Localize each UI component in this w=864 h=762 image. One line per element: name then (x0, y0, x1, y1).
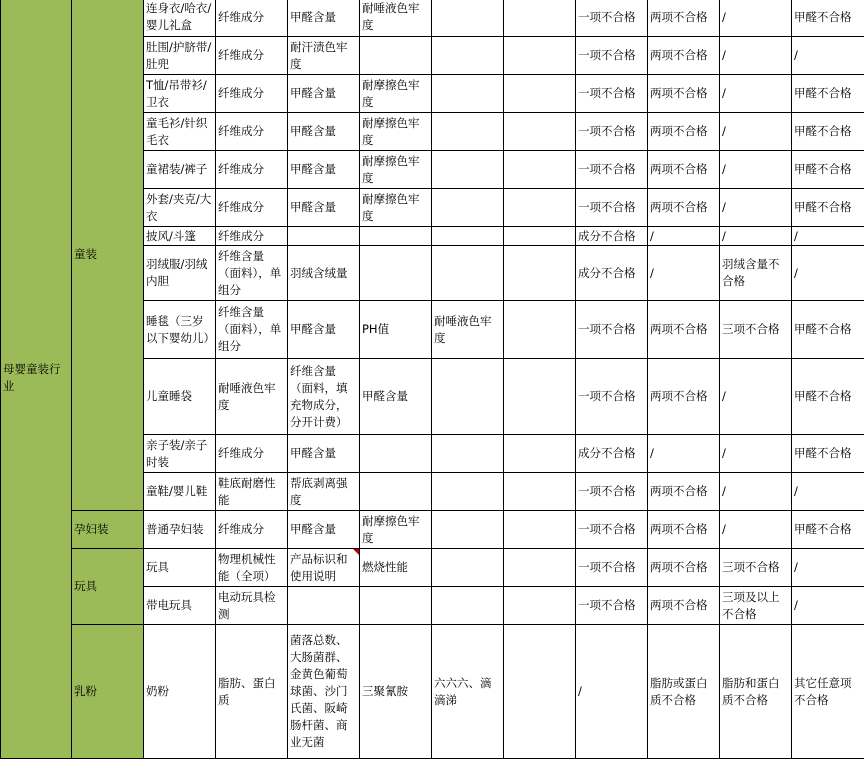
table-cell (432, 246, 504, 301)
product-cell: T恤/吊带衫/卫衣 (144, 75, 216, 113)
table-cell: 两项不合格 (648, 587, 720, 625)
table-cell: 两项不合格 (648, 301, 720, 359)
table-cell: 甲醛含量 (288, 151, 360, 189)
table-cell: 三聚氰胺 (360, 625, 432, 759)
product-cell: 童鞋/婴儿鞋 (144, 473, 216, 511)
table-cell (432, 587, 504, 625)
table-cell (504, 359, 576, 435)
product-cell: 外套/夹克/大衣 (144, 189, 216, 227)
table-cell: / (576, 625, 648, 759)
table-cell: 甲醛不合格 (792, 435, 864, 473)
table-cell: 甲醛含量 (288, 0, 360, 37)
table-cell: 甲醛不合格 (792, 0, 864, 37)
table-cell: 甲醛不合格 (792, 113, 864, 151)
table-cell (432, 151, 504, 189)
table-cell (432, 227, 504, 246)
table-cell: 纤维含量（面料），单组分 (216, 246, 288, 301)
table-cell (504, 113, 576, 151)
table-cell: / (720, 37, 792, 75)
product-cell: 亲子装/亲子时装 (144, 435, 216, 473)
table-cell (432, 549, 504, 587)
table-row (1, 0, 864, 37)
table-cell: 甲醛不合格 (792, 511, 864, 549)
table-cell: 耐摩擦色牢度 (360, 511, 432, 549)
table-cell: 三项不合格 (720, 549, 792, 587)
table-cell: 一项不合格 (576, 189, 648, 227)
table-cell: 一项不合格 (576, 359, 648, 435)
table-cell: 两项不合格 (648, 75, 720, 113)
product-cell: 儿童睡袋 (144, 359, 216, 435)
table-cell (432, 359, 504, 435)
product-cell: 带电玩具 (144, 587, 216, 625)
category-cell: 乳粉 (72, 625, 144, 759)
table-cell (288, 587, 360, 625)
table-cell: 三项及以上不合格 (720, 587, 792, 625)
product-cell: 睡毯（三岁以下婴幼儿） (144, 301, 216, 359)
table-cell: 甲醛含量 (288, 113, 360, 151)
table-cell: / (720, 473, 792, 511)
table-cell: / (792, 227, 864, 246)
table-cell: 一项不合格 (576, 301, 648, 359)
table-cell: 甲醛含量 (288, 75, 360, 113)
table-cell: 两项不合格 (648, 151, 720, 189)
table-cell (360, 246, 432, 301)
table-cell (360, 227, 432, 246)
category-cell: 孕妇装 (72, 511, 144, 549)
table-cell: 一项不合格 (576, 75, 648, 113)
table-row (1, 511, 864, 549)
table-cell: 电动玩具检测 (216, 587, 288, 625)
table-cell: / (720, 359, 792, 435)
table-cell: 两项不合格 (648, 0, 720, 37)
table-cell: 一项不合格 (576, 37, 648, 75)
table-cell: / (720, 113, 792, 151)
table-cell: PH值 (360, 301, 432, 359)
table-cell: 一项不合格 (576, 511, 648, 549)
table-cell (504, 37, 576, 75)
product-cell: 羽绒服/羽绒内胆 (144, 246, 216, 301)
table-cell: 羽绒含量不合格 (720, 246, 792, 301)
table-cell: 耐汗渍色牢度 (288, 37, 360, 75)
table-cell: 一项不合格 (576, 113, 648, 151)
industry-cell: 母婴童装行业 (1, 0, 72, 759)
table-cell: 一项不合格 (576, 151, 648, 189)
table-cell (432, 435, 504, 473)
table-row (1, 625, 864, 759)
table-cell (360, 37, 432, 75)
table-cell: 耐摩擦色牢度 (360, 113, 432, 151)
table-cell: 成分不合格 (576, 246, 648, 301)
table-cell: 甲醛含量 (288, 511, 360, 549)
table-cell: / (720, 75, 792, 113)
table-cell (504, 151, 576, 189)
table-cell (504, 246, 576, 301)
table-cell: / (792, 37, 864, 75)
table-cell: 甲醛含量 (288, 435, 360, 473)
table-cell: 两项不合格 (648, 473, 720, 511)
table-cell: 一项不合格 (576, 473, 648, 511)
table-cell (504, 587, 576, 625)
table-cell: 纤维成分 (216, 113, 288, 151)
table-cell (504, 189, 576, 227)
table-cell (432, 0, 504, 37)
table-cell (504, 511, 576, 549)
table-cell: 纤维成分 (216, 511, 288, 549)
table-cell: 一项不合格 (576, 0, 648, 37)
table-cell (432, 75, 504, 113)
table-cell: 纤维成分 (216, 151, 288, 189)
table-cell (504, 227, 576, 246)
table-cell: / (648, 435, 720, 473)
table-cell: 甲醛不合格 (792, 189, 864, 227)
table-cell (504, 473, 576, 511)
product-cell: 玩具 (144, 549, 216, 587)
product-cell: 童裙装/裤子 (144, 151, 216, 189)
table-cell: 纤维成分 (216, 75, 288, 113)
table-cell (504, 625, 576, 759)
table-cell: 成分不合格 (576, 435, 648, 473)
table-cell: 燃烧性能 (360, 549, 432, 587)
table-cell: / (792, 473, 864, 511)
table-cell: 产品标识和使用说明 (288, 549, 360, 587)
table-cell: / (720, 435, 792, 473)
table-cell: 甲醛不合格 (792, 151, 864, 189)
table-cell: 一项不合格 (576, 587, 648, 625)
category-cell: 玩具 (72, 549, 144, 625)
table-cell (504, 0, 576, 37)
table-cell: 六六六、滴滴涕 (432, 625, 504, 759)
product-cell: 普通孕妇装 (144, 511, 216, 549)
table-cell (504, 301, 576, 359)
table-cell: / (720, 227, 792, 246)
table-cell (432, 113, 504, 151)
table-cell: 菌落总数、大肠菌群、金黄色葡萄球菌、沙门氏菌、阪崎肠杆菌、商业无菌 (288, 625, 360, 759)
table-cell: 两项不合格 (648, 359, 720, 435)
table-cell (360, 473, 432, 511)
table-cell (360, 435, 432, 473)
table-cell (504, 549, 576, 587)
table-cell: 一项不合格 (576, 549, 648, 587)
table-cell (360, 587, 432, 625)
table-cell: 两项不合格 (648, 511, 720, 549)
table-cell: 甲醛不合格 (792, 75, 864, 113)
table-cell (432, 37, 504, 75)
table-cell: 耐摩擦色牢度 (360, 75, 432, 113)
table-cell: 三项不合格 (720, 301, 792, 359)
table-cell: 两项不合格 (648, 549, 720, 587)
table-cell: 甲醛含量 (360, 359, 432, 435)
product-cell: 肚围/护脐带/肚兜 (144, 37, 216, 75)
table-cell: 鞋底耐磨性能 (216, 473, 288, 511)
table-cell: 纤维成分 (216, 0, 288, 37)
table-cell: 脂肪或蛋白质不合格 (648, 625, 720, 759)
table-cell: 纤维成分 (216, 37, 288, 75)
table-cell (432, 189, 504, 227)
table-cell: 甲醛不合格 (792, 301, 864, 359)
table-cell: 甲醛含量 (288, 301, 360, 359)
table-cell (432, 473, 504, 511)
product-cell: 连身衣/哈衣/婴儿礼盒 (144, 0, 216, 37)
table-cell: / (720, 511, 792, 549)
product-cell: 奶粉 (144, 625, 216, 759)
table-cell (504, 75, 576, 113)
table-cell: / (792, 549, 864, 587)
table-cell: 耐摩擦色牢度 (360, 189, 432, 227)
table-cell (504, 435, 576, 473)
table-cell: / (648, 227, 720, 246)
table-cell: 脂肪和蛋白质不合格 (720, 625, 792, 759)
table-cell: 两项不合格 (648, 189, 720, 227)
product-cell: 披风/斗篷 (144, 227, 216, 246)
table-cell: 纤维成分 (216, 435, 288, 473)
table-row (1, 549, 864, 587)
table-cell: 耐唾液色牢度 (432, 301, 504, 359)
table-cell: 帮底剥离强度 (288, 473, 360, 511)
table-cell: 纤维含量（面料，填充物成分，分开计费） (288, 359, 360, 435)
table-cell: 甲醛含量 (288, 189, 360, 227)
table-cell: 脂肪、蛋白质 (216, 625, 288, 759)
table-cell (432, 511, 504, 549)
table-cell: / (720, 151, 792, 189)
table-cell: 物理机械性能（全项） (216, 549, 288, 587)
table-cell (288, 227, 360, 246)
table-cell: 羽绒含绒量 (288, 246, 360, 301)
table-cell: 两项不合格 (648, 37, 720, 75)
table-cell: 甲醛不合格 (792, 359, 864, 435)
table-cell: 耐摩擦色牢度 (360, 151, 432, 189)
table-cell: 纤维含量（面料），单组分 (216, 301, 288, 359)
table-cell: / (792, 587, 864, 625)
table-cell: / (648, 246, 720, 301)
table-cell: 其它任意项不合格 (792, 625, 864, 759)
product-cell: 童毛衫/针织毛衣 (144, 113, 216, 151)
table-cell: 纤维成分 (216, 189, 288, 227)
table-cell: / (792, 246, 864, 301)
comment-marker-icon (353, 549, 359, 555)
table-cell: 纤维成分 (216, 227, 288, 246)
table-cell: / (720, 0, 792, 37)
table-cell: 成分不合格 (576, 227, 648, 246)
table-cell: 耐唾液色牢度 (216, 359, 288, 435)
category-cell: 童装 (72, 0, 144, 511)
table-cell: 耐唾液色牢度 (360, 0, 432, 37)
table-cell: 两项不合格 (648, 113, 720, 151)
table-cell: / (720, 189, 792, 227)
